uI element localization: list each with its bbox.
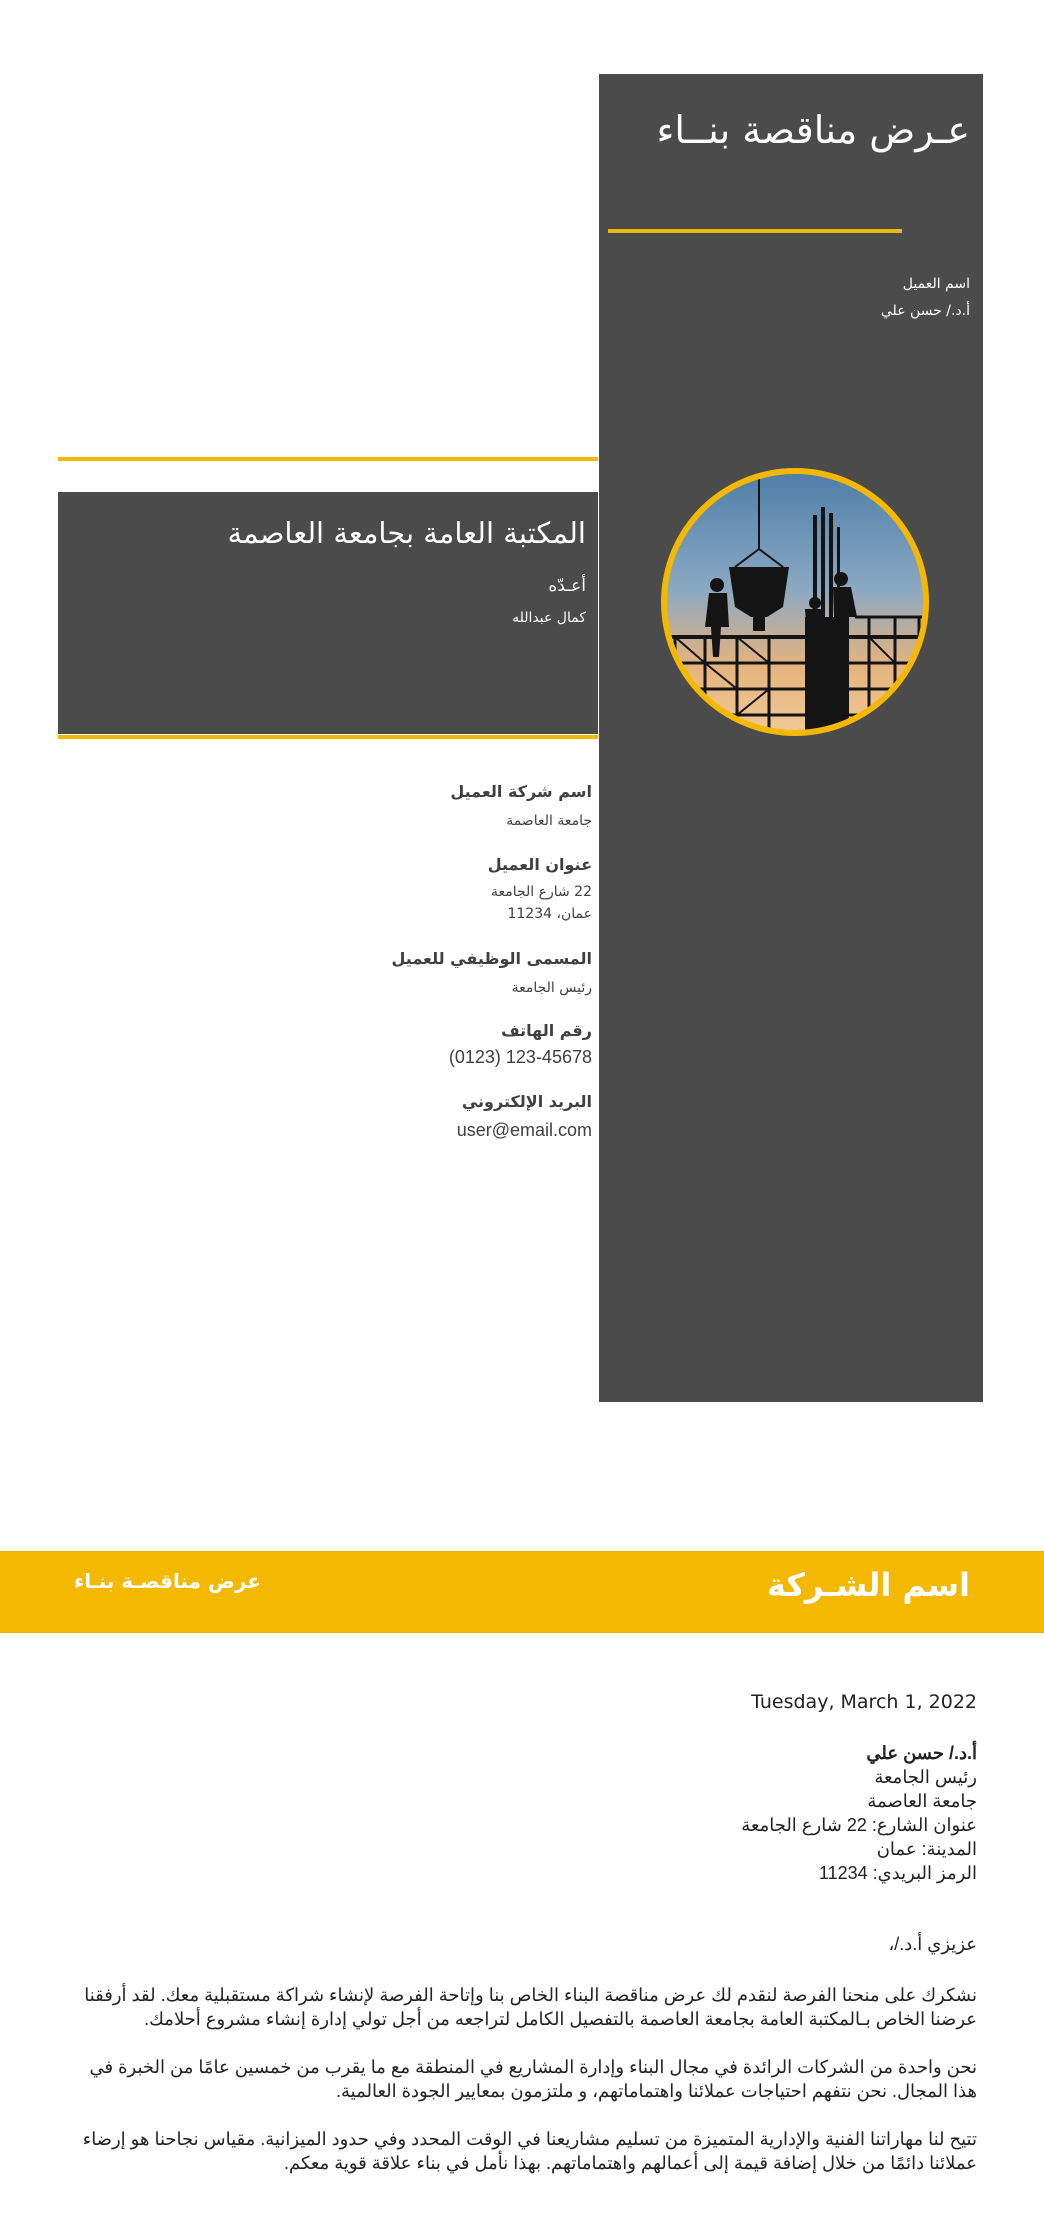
construction-photo-icon	[655, 467, 935, 737]
client-address-line1: 22 شارع الجامعة	[490, 884, 592, 900]
recipient-address-block	[741, 1741, 977, 1885]
client-label: اسم العميل	[902, 276, 970, 292]
letter-paragraph: نحن واحدة من الشركات الرائدة في مجال البناء وإدارة المشاريع في المنطقة مع ما يقرب من خمسين عامًا من الخبرة في هذا المجال. نحن نتفهم احتياجات عملائنا واهتماماتهم، و ملتزمون بمعايير الجودة العالمية.	[89, 2057, 977, 2101]
phone-label: رقم الهاتف	[501, 1021, 592, 1040]
title-divider	[608, 229, 902, 233]
recipient-org: جامعة العاصمة	[867, 1791, 977, 1811]
client-address-label: عنوان العميل	[487, 855, 592, 874]
project-bottom-rule	[58, 735, 598, 739]
cover-title: عـرض مناقصة بنــاء	[656, 108, 970, 152]
project-title: المكتبة العامة بجامعة العاصمة	[227, 516, 586, 550]
email-value: user@email.com	[456, 1120, 592, 1140]
prepared-by-name: كمال عبدالله	[512, 610, 586, 626]
cover-side-panel	[599, 74, 983, 1402]
client-job-title-value: رئيس الجامعة	[511, 980, 592, 996]
client-company-value: جامعة العاصمة	[506, 813, 592, 829]
client-address-line2: عمان، 11234	[507, 906, 592, 922]
client-name: أ.د./ حسن علي	[880, 303, 970, 319]
recipient-city: المدينة: عمان	[876, 1839, 977, 1859]
project-top-rule	[58, 457, 598, 461]
recipient-name: أ.د./ حسن علي	[866, 1743, 977, 1763]
company-name: اسم الشـركة	[766, 1566, 970, 1604]
client-job-title-label: المسمى الوظيفي للعميل	[391, 949, 592, 968]
email-label: البريد الإلكتروني	[461, 1092, 592, 1111]
letter-paragraph: نشكرك على منحنا الفرصة لنقدم لك عرض مناقصة البناء الخاص بنا وإتاحة الفرصة لإنشاء شراكة مستقبلية معك. لقد أرفقنا عرضنا الخاص بـالمكتبة العامة بجامعة العاصمة بالتفصيل الكامل لتراجعه من أجل تولي إدارة إنشاء مشروع أحلامك.	[84, 1985, 977, 2029]
client-company-label: اسم شركة العميل	[450, 782, 592, 801]
recipient-title: رئيس الجامعة	[874, 1767, 977, 1787]
letter-date: Tuesday, March 1, 2022	[751, 1691, 977, 1713]
recipient-postal: الرمز البريدي: 11234	[818, 1863, 977, 1883]
letter-paragraph: تتيح لنا مهاراتنا الفنية والإدارية المتميزة من تسليم مشاريعنا في الوقت المحدد وفي حدود الميزانية. مقياس نجاحنا هو إرضاء عملائنا دائمًا من خلال إضافة قيمة إلى أعمالهم واهتماماتهم. بهذا نأمل في بناء علاقة قوية معكم.	[82, 2129, 977, 2173]
letter-header-title: عرض مناقصـة بنـاء	[74, 1569, 262, 1593]
recipient-street: عنوان الشارع: 22 شارع الجامعة	[741, 1815, 977, 1835]
letter-greeting: عزيزي أ.د./،	[888, 1934, 977, 1954]
phone-value: (0123) 123-45678	[448, 1047, 592, 1067]
prepared-by-label: أعـدّه	[548, 576, 586, 596]
